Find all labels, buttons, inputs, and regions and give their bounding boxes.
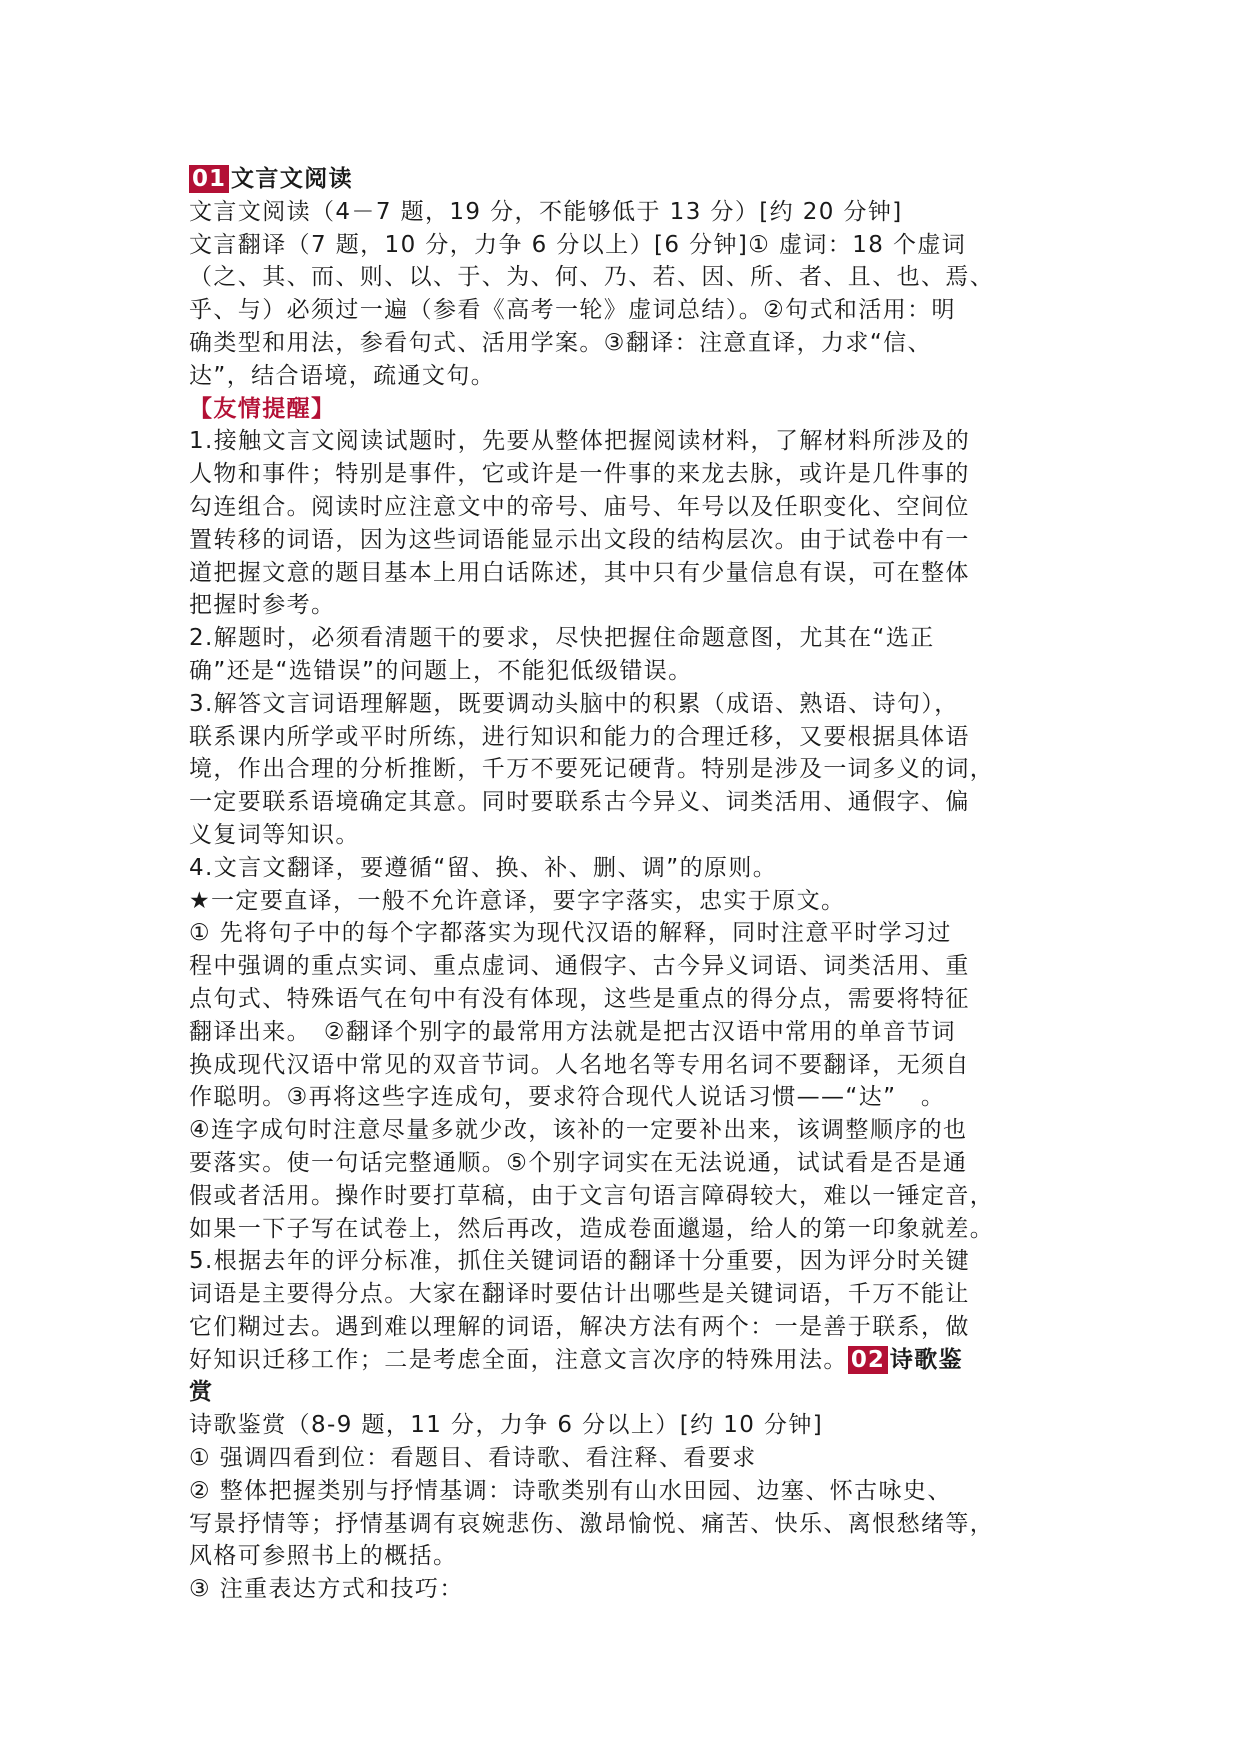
paragraph-line: ③ 注重表达方式和技巧： bbox=[189, 1576, 464, 1603]
paragraph-text: 好知识迁移工作；二是考虑全面，注意文言次序的特殊用法。 bbox=[189, 1346, 848, 1373]
paragraph-line: 义复词等知识。 bbox=[189, 821, 360, 848]
section-number-badge: 01 bbox=[189, 165, 229, 193]
paragraph-line: 人物和事件；特别是事件，它或许是一件事的来龙去脉，或许是几件事的 bbox=[189, 461, 970, 488]
paragraph-line: 如果一下子写在试卷上，然后再改，造成卷面邋遢，给人的第一印象就差。 bbox=[189, 1215, 995, 1242]
paragraph-line: 风格可参照书上的概括。 bbox=[189, 1543, 458, 1570]
paragraph-line: 换成现代汉语中常见的双音节词。人名地名等专用名词不要翻译，无须自 bbox=[189, 1051, 970, 1078]
paragraph-line: ① 先将句子中的每个字都落实为现代汉语的解释，同时注意平时学习过 bbox=[189, 920, 952, 947]
document-page bbox=[189, 163, 1069, 1606]
paragraph-line: ① 强调四看到位：看题目、看诗歌、看注释、看要求 bbox=[189, 1445, 757, 1472]
paragraph-line: 要落实。使一句话完整通顺。⑤个别字词实在无法说通，试试看是否是通 bbox=[189, 1149, 968, 1176]
paragraph-line: 联系课内所学或平时所练，进行知识和能力的合理迁移，又要根据具体语 bbox=[189, 723, 970, 750]
paragraph-line: （之、其、而、则、以、于、为、何、乃、若、因、所、者、且、也、焉、 bbox=[189, 264, 995, 291]
section-title-continuation: 赏 bbox=[189, 1379, 214, 1406]
paragraph-line: 4.文言文翻译，要遵循“留、换、补、删、调”的原则。 bbox=[189, 854, 778, 881]
paragraph-line: 翻译出来。 ②翻译个别字的最常用方法就是把古汉语中常用的单音节词 bbox=[189, 1018, 956, 1045]
paragraph-line: 点句式、特殊语气在句中有没有体现，这些是重点的得分点，需要将特征 bbox=[189, 985, 970, 1012]
paragraph-line: 境，作出合理的分析推断，千万不要死记硬背。特别是涉及一词多义的词， bbox=[189, 756, 995, 783]
paragraph-line: 程中强调的重点实词、重点虚词、通假字、古今异义词语、词类活用、重 bbox=[189, 953, 970, 980]
section-1-heading bbox=[189, 163, 1069, 196]
tips-heading: 【友情提醒】 bbox=[189, 395, 336, 422]
paragraph-line: ④连字成句时注意尽量多就少改，该补的一定要补出来，该调整顺序的也 bbox=[189, 1117, 968, 1144]
paragraph-line: 作聪明。③再将这些字连成句，要求符合现代人说话习惯——“达” 。 bbox=[189, 1084, 946, 1111]
paragraph-line-with-section-2-heading bbox=[189, 1344, 1069, 1377]
paragraph-line: 2.解题时，必须看清题干的要求，尽快把握住命题意图，尤其在“选正 bbox=[189, 625, 935, 652]
section-title: 诗歌鉴 bbox=[889, 1346, 964, 1373]
paragraph-line: 确类型和用法，参看句式、活用学案。③翻译：注意直译，力求“信、 bbox=[189, 329, 932, 356]
paragraph-line: 勾连组合。阅读时应注意文中的帝号、庙号、年号以及任职变化、空间位 bbox=[189, 493, 970, 520]
paragraph-line: 词语是主要得分点。大家在翻译时要估计出哪些是关键词语，千万不能让 bbox=[189, 1281, 970, 1308]
paragraph-line: 确”还是“选错误”的问题上，不能犯低级错误。 bbox=[189, 657, 693, 684]
paragraph-line: 假或者活用。操作时要打草稿，由于文言句语言障碍较大，难以一锤定音， bbox=[189, 1182, 995, 1209]
paragraph-line: 5.根据去年的评分标准，抓住关键词语的翻译十分重要，因为评分时关键 bbox=[189, 1248, 971, 1275]
paragraph-line: 一定要联系语境确定其意。同时要联系古今异义、词类活用、通假字、偏 bbox=[189, 789, 970, 816]
paragraph-line: 它们糊过去。遇到难以理解的词语，解决方法有两个：一是善于联系，做 bbox=[189, 1313, 970, 1340]
paragraph-line: 诗歌鉴赏（8-9 题，11 分，力争 6 分以上）[约 10 分钟] bbox=[189, 1412, 824, 1439]
paragraph-line: 写景抒情等；抒情基调有哀婉悲伤、激昂愉悦、痛苦、快乐、离恨愁绪等， bbox=[189, 1510, 995, 1537]
paragraph-line: 把握时参考。 bbox=[189, 592, 336, 619]
paragraph-line: 1.接触文言文阅读试题时，先要从整体把握阅读材料，了解材料所涉及的 bbox=[189, 428, 971, 455]
paragraph-line: 达”，结合语境，疏通文句。 bbox=[189, 362, 496, 389]
paragraph-line: 乎、与）必须过一遍（参看《高考一轮》虚词总结）。②句式和活用：明 bbox=[189, 297, 956, 324]
paragraph-line: ② 整体把握类别与抒情基调：诗歌类别有山水田园、边塞、怀古咏史、 bbox=[189, 1477, 952, 1504]
section-title: 文言文阅读 bbox=[231, 166, 354, 192]
paragraph-line: 3.解答文言词语理解题，既要调动头脑中的积累（成语、熟语、诗句）， bbox=[189, 690, 959, 717]
paragraph-line: 文言翻译（7 题，10 分，力争 6 分以上）[6 分钟]① 虚词：18 个虚词 bbox=[189, 231, 967, 258]
paragraph-line: 置转移的词语，因为这些词语能显示出文段的结构层次。由于试卷中有一 bbox=[189, 526, 970, 553]
paragraph-line: ★一定要直译，一般不允许意译，要字字落实，忠实于原文。 bbox=[189, 887, 846, 914]
paragraph-line: 文言文阅读（4－7 题，19 分，不能够低于 13 分）[约 20 分钟] bbox=[189, 198, 903, 225]
section-number-badge: 02 bbox=[848, 1346, 888, 1374]
paragraph-line: 道把握文意的题目基本上用白话陈述，其中只有少量信息有误，可在整体 bbox=[189, 559, 970, 586]
